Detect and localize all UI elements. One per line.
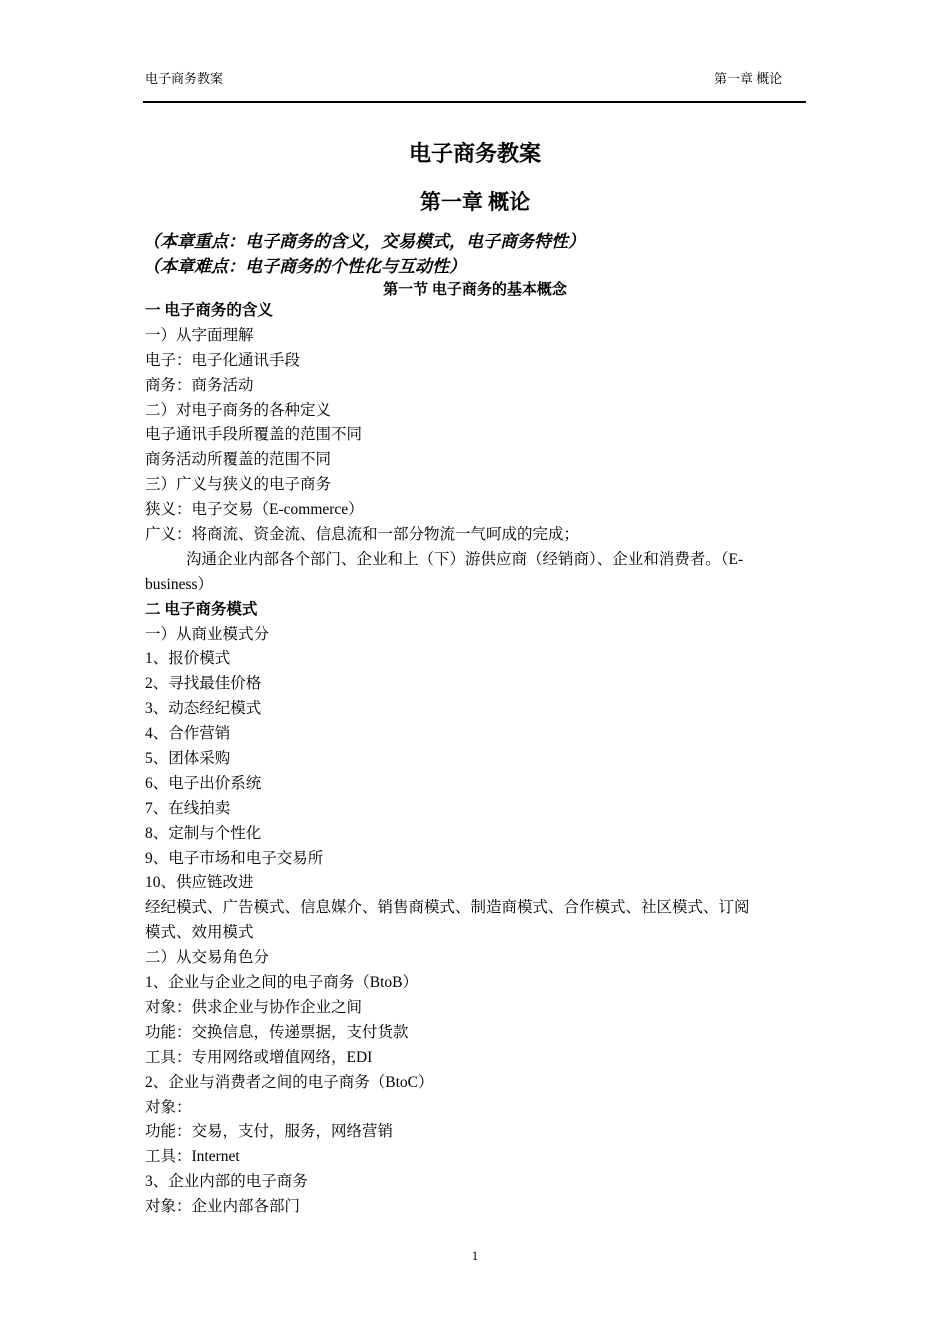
body-text — [145, 299, 807, 1220]
text-line: 模式、效用模式 — [145, 924, 254, 942]
text-line: 3、企业内部的电子商务 — [145, 1173, 308, 1191]
text-line: 9、电子市场和电子交易所 — [145, 849, 324, 867]
text-line: 二）从交易角色分 — [145, 949, 270, 967]
text-line: 功能：交换信息，传递票据，支付货款 — [145, 1023, 409, 1041]
text-line: 6、电子出价系统 — [145, 774, 262, 792]
text-line: 经纪模式、广告模式、信息媒介、销售商模式、制造商模式、合作模式、社区模式、订阅 — [145, 899, 750, 917]
text-line: 3、动态经纪模式 — [145, 700, 262, 718]
section-title: 第一节 电子商务的基本概念 — [383, 282, 567, 298]
text-line: 广义：将商流、资金流、信息流和一部分物流一气呵成的完成； — [145, 526, 580, 544]
chapter-difficulties: （本章难点：电子商务的个性化与互动性） — [143, 257, 466, 276]
text-line: 电子通讯手段所覆盖的范围不同 — [145, 426, 363, 444]
text-line: business） — [145, 575, 214, 593]
running-header-right: 第一章 概论 — [714, 71, 783, 86]
running-header-left: 电子商务教案 — [145, 71, 224, 86]
text-line: 2、寻找最佳价格 — [145, 675, 262, 693]
text-line: 商务活动所覆盖的范围不同 — [145, 451, 332, 469]
header-rule — [143, 101, 806, 103]
text-line: 一）从商业模式分 — [145, 625, 270, 643]
text-line: 电子：电子化通讯手段 — [145, 351, 301, 369]
text-line: 商务：商务活动 — [145, 376, 254, 394]
text-line: 一）从字面理解 — [145, 326, 254, 344]
page-number: 1 — [471, 1248, 479, 1263]
chapter-key-points: （本章重点：电子商务的含义，交易模式，电子商务特性） — [143, 232, 585, 251]
text-line: 二）对电子商务的各种定义 — [145, 401, 332, 419]
text-line: 工具：Internet — [145, 1148, 240, 1166]
document-title: 电子商务教案 — [408, 141, 541, 166]
chapter-title: 第一章 概论 — [419, 190, 531, 214]
text-line: 5、团体采购 — [145, 750, 231, 768]
text-line: 1、企业与企业之间的电子商务（BtoB） — [145, 974, 418, 992]
text-line: 4、合作营销 — [145, 725, 231, 743]
text-line: 工具：专用网络或增值网络，EDI — [145, 1048, 373, 1066]
text-line: 功能：交易，支付，服务，网络营销 — [145, 1123, 394, 1141]
text-line: 狭义：电子交易（E-commerce） — [145, 501, 364, 519]
text-line: 8、定制与个性化 — [145, 824, 262, 842]
text-line: 对象：供求企业与协作企业之间 — [145, 998, 363, 1016]
text-line: 10、供应链改进 — [145, 874, 254, 892]
text-line: 1、报价模式 — [145, 650, 231, 668]
text-line: 三）广义与狭义的电子商务 — [145, 476, 332, 494]
text-line: 对象：企业内部各部门 — [145, 1198, 301, 1216]
text-line: 2、企业与消费者之间的电子商务（BtoC） — [145, 1073, 434, 1091]
text-line: 沟通企业内部各个部门、企业和上（下）游供应商（经销商）、企业和消费者。（E- — [186, 550, 744, 568]
text-line: 7、在线拍卖 — [145, 799, 231, 817]
section-heading: 二 电子商务模式 — [145, 600, 258, 618]
text-line: 对象： — [145, 1098, 192, 1116]
section-heading: 一 电子商务的含义 — [145, 302, 273, 319]
